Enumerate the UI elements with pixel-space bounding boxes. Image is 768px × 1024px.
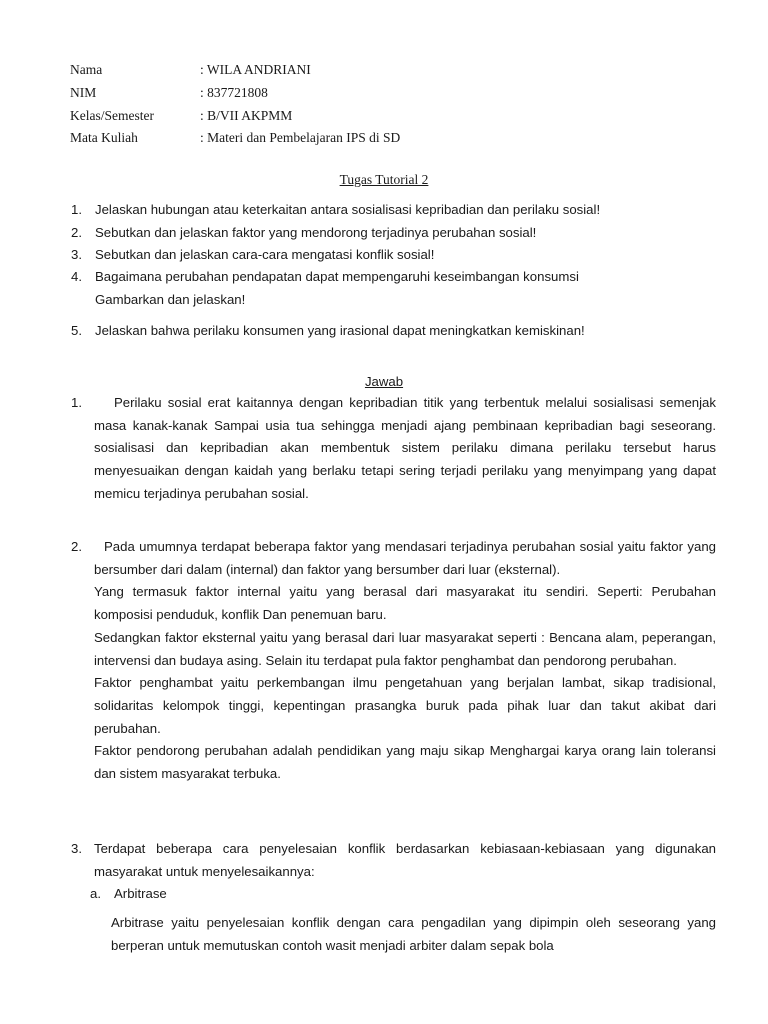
answer-2-number: 2. xyxy=(71,539,82,554)
answer-3-subitem-a xyxy=(90,883,167,905)
question-number: 3. xyxy=(71,247,82,262)
answer-2-paragraph: Faktor penghambat yaitu perkembangan ilmu pengetahuan yang berjalan lambat, sikap tradisional, solidaritas kelompok tinggi, kepentingan prasangka buruk pada pihak luar dan takut akibat dari perubahan. xyxy=(94,675,716,736)
question-text-continued: Gambarkan dan jelaskan! xyxy=(95,291,246,307)
jawab-title: Jawab xyxy=(364,374,404,389)
identity-value: : 837721808 xyxy=(200,84,268,100)
task-title: Tugas Tutorial 2 xyxy=(339,172,429,187)
identity-label: NIM xyxy=(70,84,97,100)
question-2 xyxy=(71,222,721,245)
subitem-letter: a. xyxy=(90,886,101,901)
subitem-title: Arbitrase xyxy=(114,886,167,901)
answer-1-text: Perilaku sosial erat kaitannya dengan kepribadian titik yang terbentuk melalui sosialisasi semenjak masa kanak-kanak Sampai usia tua sehingga menjadi ajang pembinaan kepribadian bagi seseorang. sosialisasi dan kepribadian akan membentuk sistem perilaku dimana perilaku tersebut harus menyesuaikan dengan kaidah yang berlaku tetapi sering terjadi perilaku yang menyimpang yang dapat memicu terjadinya perubahan sosial. xyxy=(94,395,716,501)
identity-row-kelas xyxy=(70,105,400,128)
identity-label: Kelas/Semester xyxy=(70,107,154,123)
answer-1-number: 1. xyxy=(71,395,82,410)
answer-3-text: Terdapat beberapa cara penyelesaian konflik berdasarkan kebiasaan-kebiasaan yang digunakan masyarakat untuk menyelesaikannya: xyxy=(94,841,716,879)
question-text: Jelaskan hubungan atau keterkaitan antara sosialisasi kepribadian dan perilaku sosial! xyxy=(95,202,601,217)
question-number: 5. xyxy=(71,323,82,338)
identity-row-matakuliah xyxy=(70,127,400,150)
question-4 xyxy=(71,266,721,311)
identity-row-nim xyxy=(70,82,400,105)
identity-value: : B/VII AKPMM xyxy=(200,107,293,123)
identity-value: : WILA ANDRIANI xyxy=(200,62,311,77)
question-text: Bagaimana perubahan pendapatan dapat mempengaruhi keseimbangan konsumsi xyxy=(95,269,579,284)
question-5 xyxy=(71,320,721,343)
question-1 xyxy=(71,199,721,222)
question-text: Sebutkan dan jelaskan faktor yang mendorong terjadinya perubahan sosial! xyxy=(95,225,537,240)
answer-2-paragraph: Sedangkan faktor eksternal yaitu yang berasal dari luar masyarakat seperti : Bencana alam, peperangan, intervensi dan budaya asing. Selain itu terdapat pula faktor penghambat dan pendorong perubahan. xyxy=(94,629,716,668)
identity-label: Mata Kuliah xyxy=(70,130,138,146)
identity-row-nama xyxy=(70,59,400,82)
question-number: 2. xyxy=(71,225,82,240)
question-text: Jelaskan bahwa perilaku konsumen yang irasional dapat meningkatkan kemiskinan! xyxy=(95,323,585,338)
answer-2-block xyxy=(94,536,716,786)
question-number: 1. xyxy=(71,202,82,217)
answer-2-paragraph: Faktor pendorong perubahan adalah pendidikan yang maju sikap Menghargai karya orang lain toleransi dan sistem masyarakat terbuka. xyxy=(94,743,716,782)
question-number: 4. xyxy=(71,269,82,284)
answer-3-subitem-a-text: Arbitrase yaitu penyelesaian konflik dengan cara pengadilan yang dipimpin oleh seseorang yang berperan untuk memutuskan contoh wasit menjadi arbiter dalam sepak bola xyxy=(111,915,716,953)
answer-3-number: 3. xyxy=(71,841,82,856)
identity-block xyxy=(70,59,400,150)
question-text: Sebutkan dan jelaskan cara-cara mengatasi konflik sosial! xyxy=(95,247,435,262)
answer-2-paragraph: Yang termasuk faktor internal yaitu yang berasal dari masyarakat itu sendiri. Seperti: Perubahan komposisi penduduk, konflik Dan penemuan baru. xyxy=(94,584,716,623)
question-3 xyxy=(71,244,721,267)
identity-value: : Materi dan Pembelajaran IPS di SD xyxy=(200,130,401,146)
identity-label: Nama xyxy=(70,62,103,77)
answer-2-paragraph: Pada umumnya terdapat beberapa faktor yang mendasari terjadinya perubahan sosial yaitu faktor yang bersumber dari dalam (internal) dan faktor yang bersumber dari luar (eksternal). xyxy=(94,539,716,577)
